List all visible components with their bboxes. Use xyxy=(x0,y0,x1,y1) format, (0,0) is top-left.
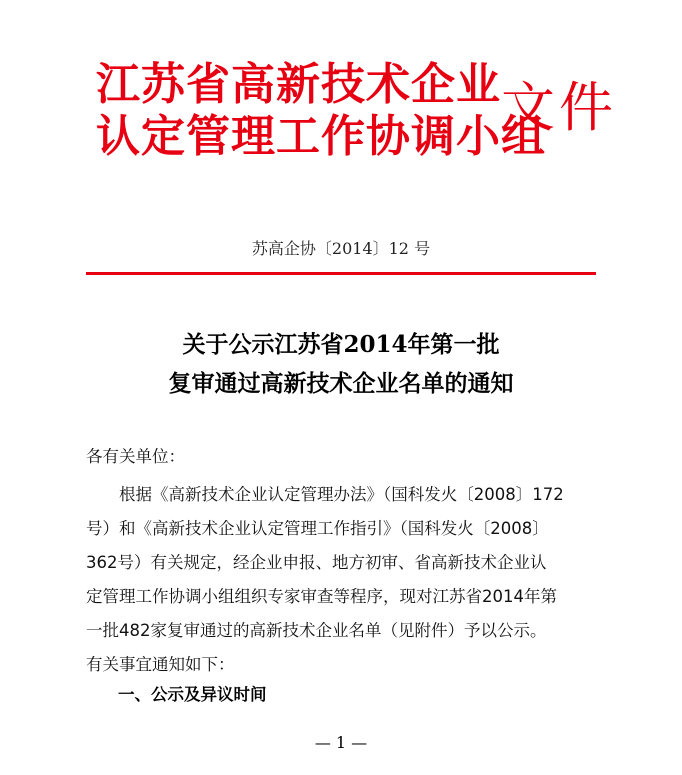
paragraph-line: 362号）有关规定，经企业申报、地方初审、省高新技术企业认 xyxy=(86,553,547,572)
paragraph-line: 定管理工作协调小组组织专家审查等程序，现对江苏省2014年第 xyxy=(86,587,557,606)
document-number: 苏高企协〔2014〕12 号 xyxy=(251,239,431,258)
paragraph-line: 一批482家复审通过的高新技术企业名单（见附件）予以公示。 xyxy=(86,621,547,640)
salutation: 各有关单位： xyxy=(86,447,185,466)
issuing-org-line-2: 认定管理工作协调小组 xyxy=(96,111,546,162)
document-type-word: 文件 xyxy=(501,76,617,139)
document-title-line-2: 复审通过高新技术企业名单的通知 xyxy=(168,370,514,397)
issuing-org-line-1: 江苏省高新技术企业 xyxy=(96,59,501,110)
red-divider-rule xyxy=(86,272,596,275)
document-header xyxy=(96,59,617,170)
document-title-line-1: 关于公示江苏省2014年第一批 xyxy=(182,331,500,358)
paragraph-line: 根据《高新技术企业认定管理办法》（国科发火〔2008〕172 xyxy=(119,485,564,504)
paragraph-line: 有关事宜通知如下： xyxy=(86,655,235,674)
paragraph-line: 号）和《高新技术企业认定管理工作指引》（国科发火〔2008〕 xyxy=(86,519,549,538)
page-number: — 1 — xyxy=(314,733,368,752)
section-heading-1: 一、公示及异议时间 xyxy=(118,685,267,704)
